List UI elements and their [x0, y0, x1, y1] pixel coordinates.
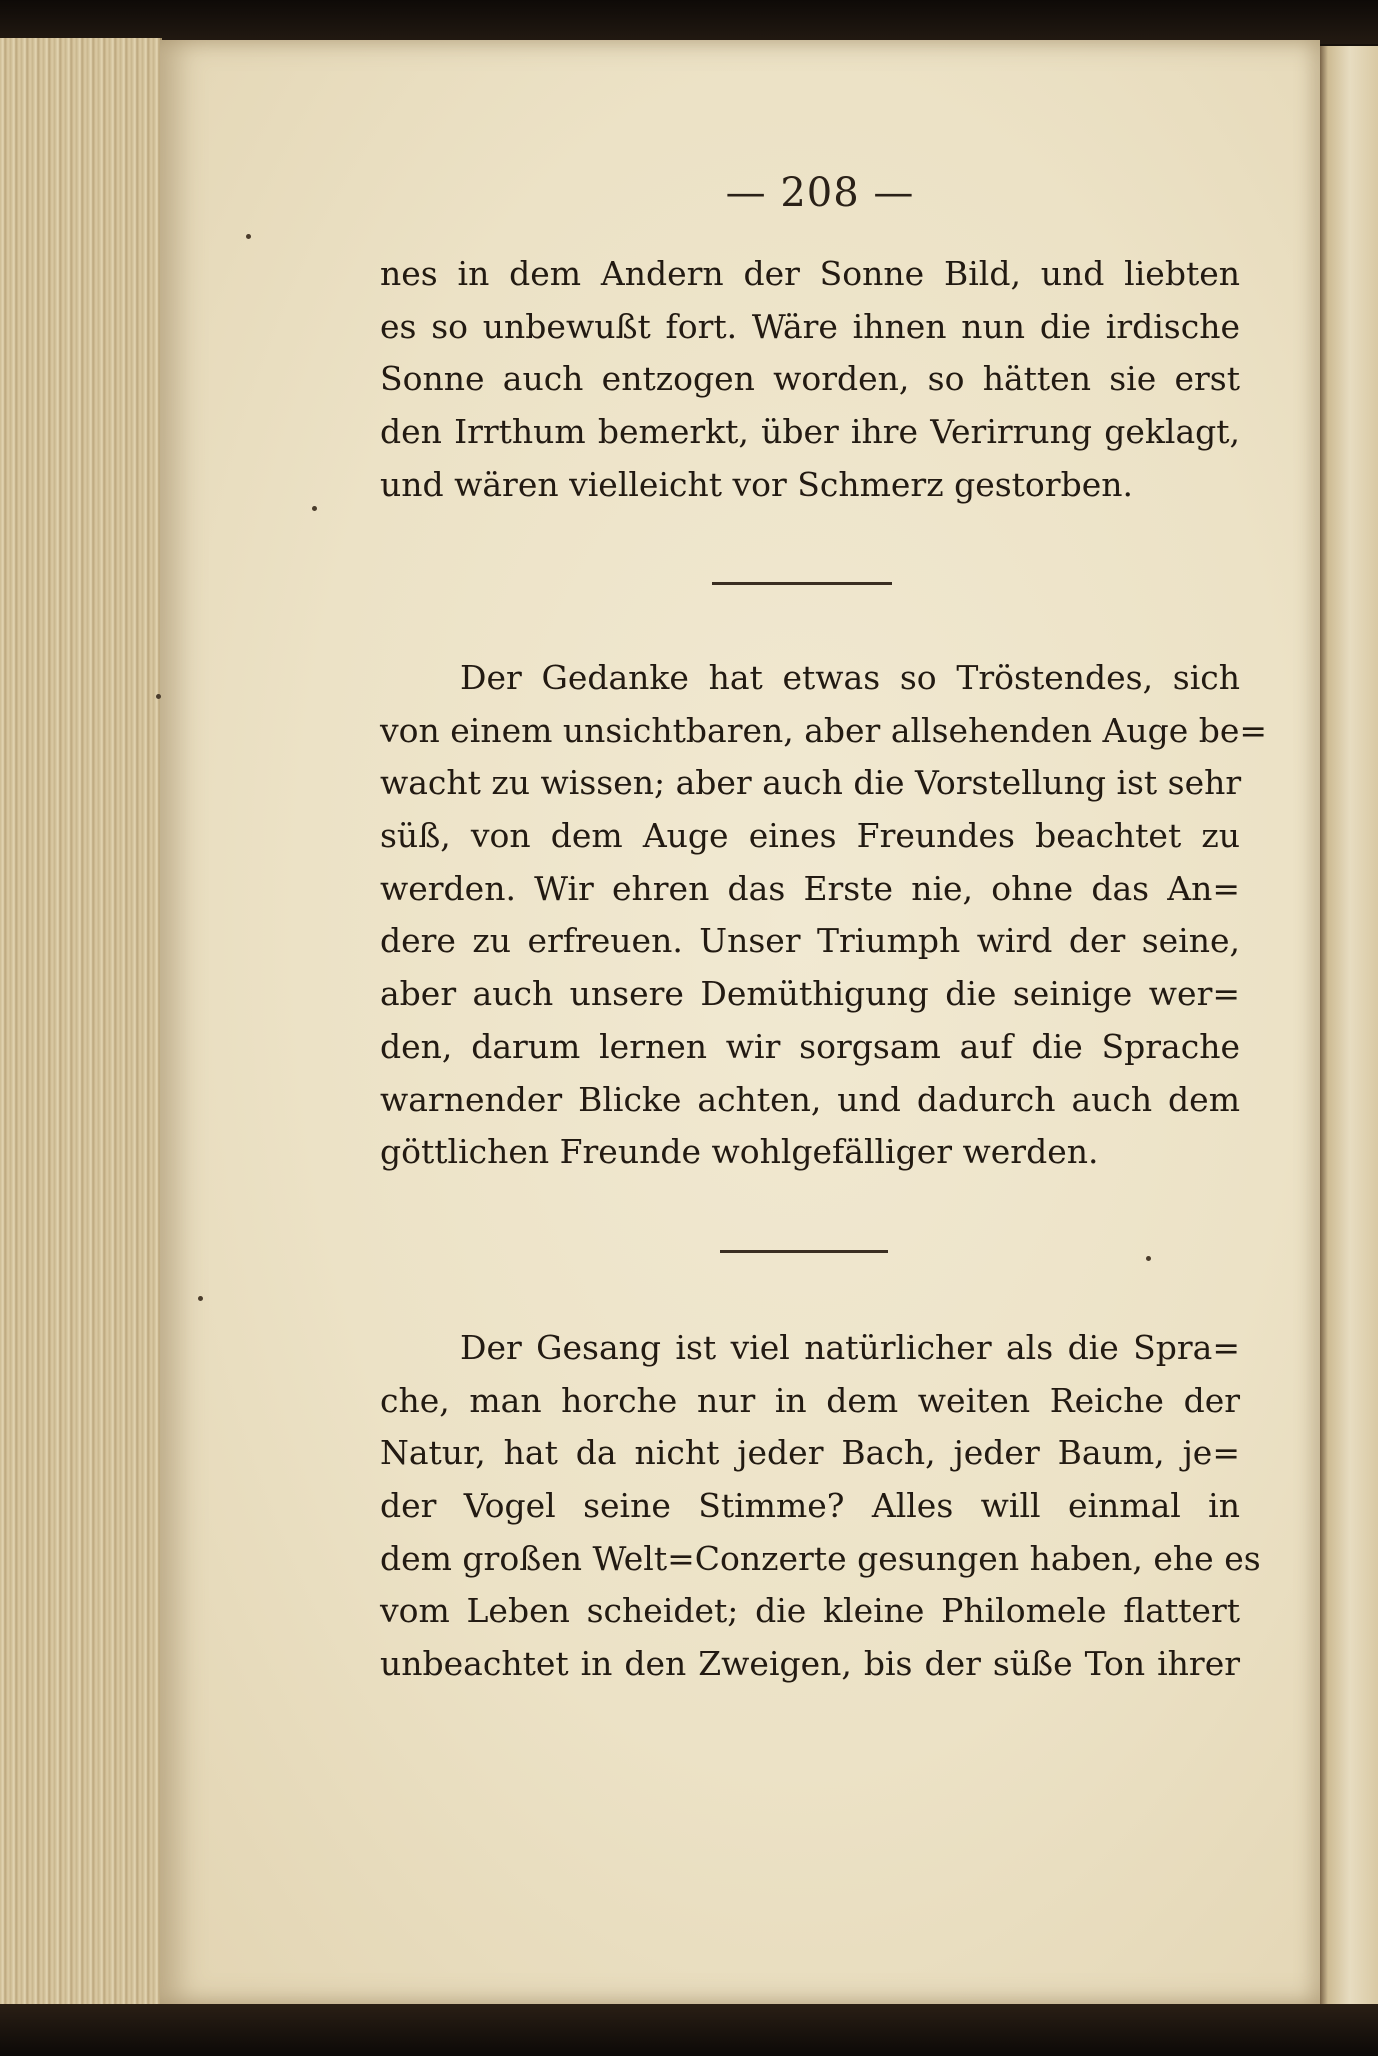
- text-line: unbeachtet in den Zweigen, bis der süße Ton ihrer: [380, 1644, 1240, 1684]
- book-cover-top: [0, 0, 1378, 44]
- text-line: und wären vielleicht vor Schmerz gestorben.: [380, 464, 1133, 504]
- section-divider: [720, 1250, 888, 1253]
- text-line: Der Gesang ist viel natürlicher als die Spra=: [460, 1328, 1240, 1367]
- text-line: vom Leben scheidet; die kleine Philomele flattert: [380, 1591, 1240, 1631]
- paper-speck: [198, 1296, 203, 1301]
- paper-speck: [312, 506, 317, 511]
- page-edge-stack: [0, 38, 162, 2004]
- text-line: wacht zu wissen; aber auch die Vorstellung ist sehr: [380, 763, 1242, 803]
- text-line: von einem unsichtbaren, aber allsehenden Auge be=: [380, 710, 1268, 750]
- paragraph-1: [380, 248, 1240, 511]
- text-line: dem großen Welt=Conzerte gesungen haben, ehe es: [380, 1538, 1261, 1578]
- text-line: werden. Wir ehren das Erste nie, ohne das An=: [380, 868, 1240, 908]
- paper-speck: [1146, 1256, 1151, 1261]
- book-cover-bottom: [0, 2004, 1378, 2056]
- text-line: der Vogel seine Stimme? Alles will einmal in: [380, 1486, 1240, 1526]
- facing-page-edge: [1320, 46, 1378, 2006]
- page-number: — 208 —: [725, 170, 915, 216]
- text-line: Natur, hat da nicht jeder Bach, jeder Baum, je=: [380, 1433, 1240, 1473]
- paragraph-2: [380, 652, 1268, 1179]
- section-divider: [712, 582, 892, 585]
- text-line: dere zu erfreuen. Unser Triumph wird der seine,: [380, 921, 1240, 961]
- text-line: Der Gedanke hat etwas so Tröstendes, sich: [460, 658, 1240, 697]
- paragraph-3: [380, 1322, 1261, 1691]
- text-line: es so unbewußt fort. Wäre ihnen nun die irdische: [380, 306, 1240, 346]
- text-line: che, man horche nur in dem weiten Reiche der: [380, 1380, 1240, 1420]
- paper-speck: [156, 694, 161, 699]
- text-line: warnender Blicke achten, und dadurch auch dem: [380, 1079, 1240, 1119]
- text-line: aber auch unsere Demüthigung die seinige wer=: [380, 974, 1240, 1014]
- text-line: nes in dem Andern der Sonne Bild, und liebten: [380, 254, 1240, 293]
- text-line: Sonne auch entzogen worden, so hätten sie erst: [380, 359, 1240, 399]
- text-line: göttlichen Freunde wohlgefälliger werden.: [380, 1132, 1099, 1172]
- paper-speck: [246, 234, 251, 239]
- text-line: den, darum lernen wir sorgsam auf die Sprache: [380, 1026, 1240, 1066]
- text-line: den Irrthum bemerkt, über ihre Verirrung geklagt,: [380, 412, 1240, 452]
- text-line: süß, von dem Auge eines Freundes beachtet zu: [380, 816, 1240, 856]
